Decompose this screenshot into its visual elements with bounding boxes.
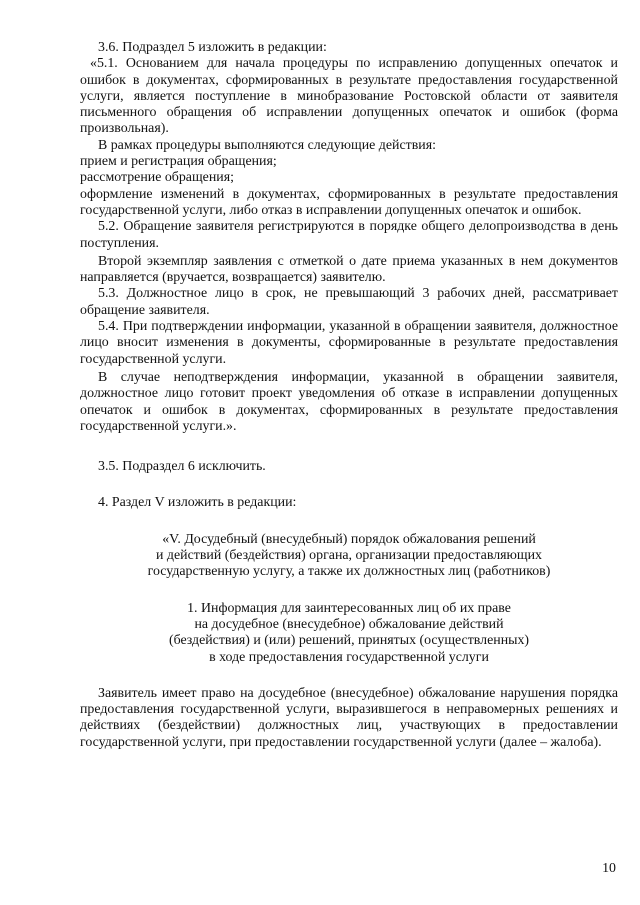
- subsection-heading-line-1: 1. Информация для заинтересованных лиц об их праве: [187, 600, 511, 616]
- paragraph-5-4: 5.4. При подтверждении информации, указанной в обращении заявителя, должностное лицо вносит изменения в документы, сформированные в результате предоставления государственной услуги.: [80, 319, 618, 367]
- list-item-changes: оформление изменений в документах, сформированных в результате предоставления государственной услуги, либо отказ в исправлении допущенных опечаток и ошибок.: [80, 186, 618, 218]
- section-heading-line-3: государственную услугу, а также их должностных лиц (работников): [147, 564, 551, 580]
- page-number: 10: [602, 860, 616, 876]
- paragraph-5-2: 5.2. Обращение заявителя регистрируются в порядке общего делопроизводства в день поступления.: [80, 219, 618, 251]
- section-heading-line-1: «V. Досудебный (внесудебный) порядок обжалования решений: [162, 531, 536, 547]
- section-heading: [80, 532, 618, 581]
- paragraph-second-copy: Второй экземпляр заявления с отметкой о дате приема указанных в нем документов направляется (вручается, возвращается) заявителю.: [80, 253, 618, 286]
- paragraph-section-4: 4. Раздел V изложить в редакции:: [98, 495, 297, 511]
- paragraph-complaint-right: Заявитель имеет право на досудебное (внесудебное) обжалование нарушения порядка предоставления государственной услуги, выразившегося в неправомерных решениях и действиях (бездействии) должностных лиц, участвующих в предоставлении государственной услуги, при предоставлении государственной услуги (далее – жалоба).: [80, 685, 618, 750]
- paragraph-5-1: «5.1. Основанием для начала процедуры по исправлению допущенных опечаток и ошибок в документах, сформированных в результате предоставления государственной услуги, является поступление в минобразование Ростовской области от заявителя письменного обращения об исправлении допущенных опечаток и ошибок (форма произвольная).: [80, 56, 618, 137]
- paragraph-3-5: 3.5. Подраздел 6 исключить.: [98, 459, 266, 475]
- paragraph-non-confirmation: В случае неподтверждения информации, указанной в обращении заявителя, должностное лицо готовит проект уведомления об отказе в исправлении допущенных опечаток и ошибок в документах, сформированных в результате предоставления государственной услуги.».: [80, 369, 618, 434]
- paragraph-5-3: 5.3. Должностное лицо в срок, не превышающий 3 рабочих дней, рассматривает обращение заявителя.: [80, 286, 618, 318]
- list-item-reception: прием и регистрация обращения;: [80, 154, 277, 170]
- section-heading-line-2: и действий (бездействия) органа, организации предоставляющих: [156, 548, 542, 564]
- paragraph-3-6: 3.6. Подраздел 5 изложить в редакции:: [98, 40, 327, 55]
- subsection-heading-line-2: на досудебное (внесудебное) обжалование действий: [194, 616, 504, 632]
- paragraph-actions-intro: В рамках процедуры выполняются следующие действия:: [98, 137, 436, 153]
- subsection-heading: [80, 601, 618, 666]
- subsection-heading-line-3: (бездействия) и (или) решений, принятых (осуществленных): [168, 633, 530, 649]
- list-item-review: рассмотрение обращения;: [80, 170, 234, 186]
- subsection-heading-line-4: в ходе предоставления государственной услуги: [209, 649, 489, 665]
